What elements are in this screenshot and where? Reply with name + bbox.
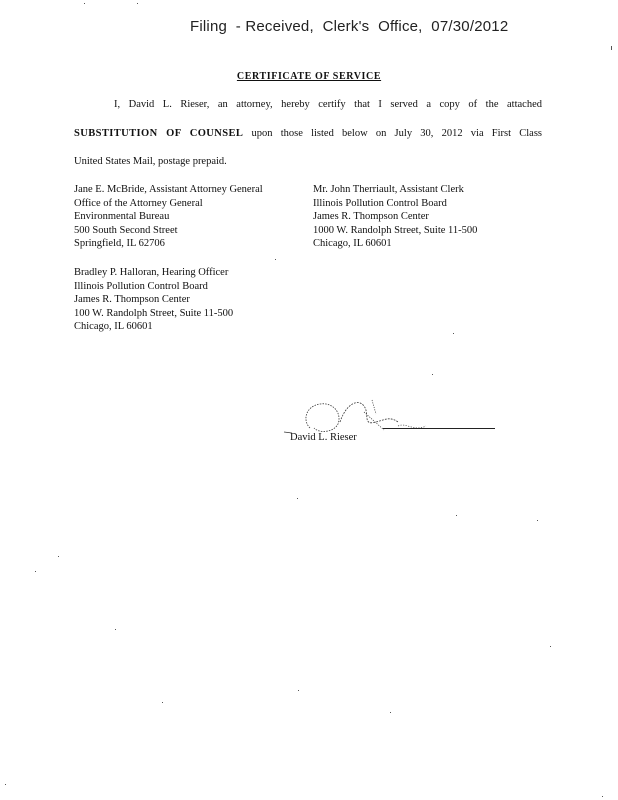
scan-speck xyxy=(550,646,551,647)
recipient-line: Illinois Pollution Control Board xyxy=(313,197,447,209)
scan-speck xyxy=(84,3,85,4)
signer-name: David L. Rieser xyxy=(290,432,357,443)
recipient-block-therriault xyxy=(313,183,477,251)
document-name: SUBSTITUTION OF COUNSEL xyxy=(74,128,244,139)
signature-line xyxy=(383,428,495,429)
scan-speck xyxy=(298,690,299,691)
scan-speck xyxy=(432,374,433,375)
body-line-2-text: upon those listed below on July 30, 2012 via First Class xyxy=(243,128,542,139)
recipient-line: Environmental Bureau xyxy=(74,211,170,223)
scan-speck xyxy=(115,629,116,630)
recipient-line: Jane E. McBride, Assistant Attorney General xyxy=(74,184,263,195)
recipient-line: 500 South Second Street xyxy=(74,224,178,236)
recipient-line: Chicago, IL 60601 xyxy=(313,238,392,250)
recipient-line: Bradley P. Halloran, Hearing Officer xyxy=(74,267,229,278)
filing-stamp: Filing - Received, Clerk's Office, 07/30/2012 xyxy=(190,18,509,35)
scan-speck xyxy=(137,3,138,4)
certificate-title: CERTIFICATE OF SERVICE xyxy=(236,71,382,82)
recipient-line: 100 W. Randolph Street, Suite 11-500 xyxy=(74,307,234,319)
scan-speck xyxy=(275,259,276,260)
scan-speck xyxy=(297,498,298,499)
scan-speck xyxy=(456,515,457,516)
scan-speck xyxy=(58,556,59,557)
recipient-line: James R. Thompson Center xyxy=(313,211,429,223)
body-line-1: I, David L. Rieser, an attorney, hereby certify that I served a copy of the attached xyxy=(114,99,542,110)
recipient-line: Chicago, IL 60601 xyxy=(74,321,153,333)
recipient-line: 1000 W. Randolph Street, Suite 11-500 xyxy=(313,224,478,236)
recipient-line: Mr. John Therriault, Assistant Clerk xyxy=(313,184,464,195)
scan-speck xyxy=(602,796,603,797)
recipient-line: Office of the Attorney General xyxy=(74,197,203,209)
scan-speck xyxy=(5,784,6,785)
scan-speck xyxy=(162,702,163,703)
scan-speck xyxy=(537,520,538,521)
recipient-block-mcbride xyxy=(74,183,263,251)
recipient-block-halloran xyxy=(74,266,233,334)
body-line-2 xyxy=(74,128,542,139)
scan-speck xyxy=(611,46,612,50)
recipient-line: Illinois Pollution Control Board xyxy=(74,280,208,292)
body-line-3: United States Mail, postage prepaid. xyxy=(74,156,227,167)
scan-speck xyxy=(390,712,391,713)
recipient-line: James R. Thompson Center xyxy=(74,294,190,306)
scan-speck xyxy=(453,333,454,334)
recipient-line: Springfield, IL 62706 xyxy=(74,238,165,250)
scan-speck xyxy=(35,571,36,572)
